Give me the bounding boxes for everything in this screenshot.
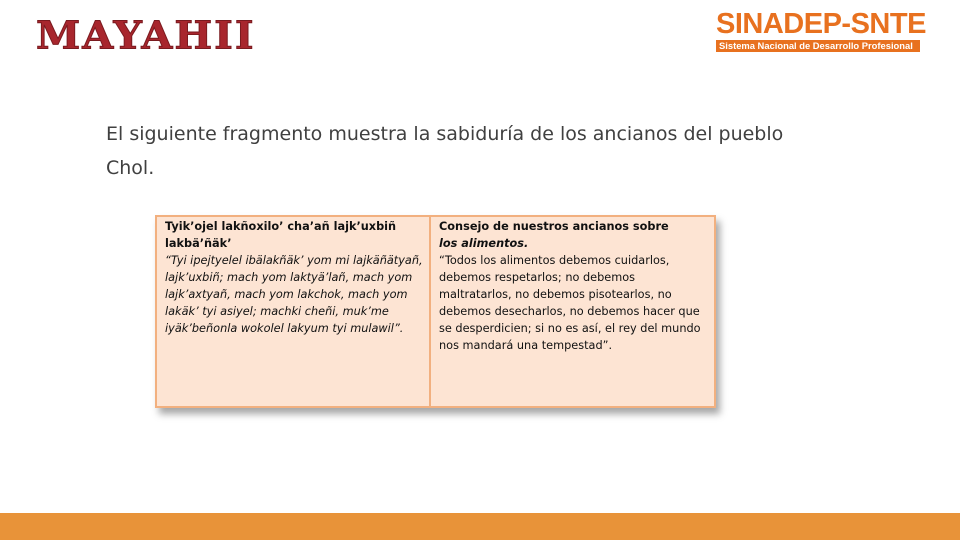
table-row — [156, 216, 715, 407]
chol-heading: Tyik’ojel lakñoxilo’ cha’añ lajk’uxbiñ lakbä’ñäk’ — [165, 220, 397, 250]
sinadep-logo-title: SINADEP-SNTE — [716, 8, 926, 40]
sinadep-snte-logo — [716, 8, 926, 52]
chol-line: “Tyi ipejtyelel ibälakñäk’ yom mi lajkäñätyañ, — [165, 254, 423, 267]
sinadep-logo-subtitle: Sistema Nacional de Desarrollo Profesional — [716, 40, 920, 52]
chol-line: lajk’uxbiñ; mach yom laktyä’lañ, mach yom — [165, 271, 413, 284]
chol-text-cell — [156, 216, 430, 407]
wisdom-table — [155, 215, 716, 408]
spanish-heading-topic: los alimentos. — [439, 237, 529, 250]
mayahii-logo: MAYAHII — [36, 13, 256, 58]
footer-bar — [0, 513, 960, 540]
wisdom-table-grid — [155, 215, 716, 408]
chol-line: iyäk’beñonla wokolel lakyum tyi mulawil”. — [165, 322, 404, 335]
chol-line: lajk’axtyañ, mach yom lakchok, mach yom lakäk’ tyi asiyel; machki cheñi, muk’me — [165, 288, 408, 318]
spanish-body: “Todos los alimentos debemos cuidarlos, debemos respetarlos; no debemos maltratarlos, no debemos pisotearlos, no debemos desecharlos, no debemos hacer que se desperdicien; si no es así, el rey del mundo nos mandará una tempestad”. — [439, 254, 701, 352]
spanish-heading: Consejo de nuestros ancianos sobre — [439, 220, 669, 233]
intro-paragraph: El siguiente fragmento muestra la sabiduría de los ancianos del pueblo Chol. — [106, 123, 784, 179]
spanish-text-cell — [430, 216, 715, 407]
